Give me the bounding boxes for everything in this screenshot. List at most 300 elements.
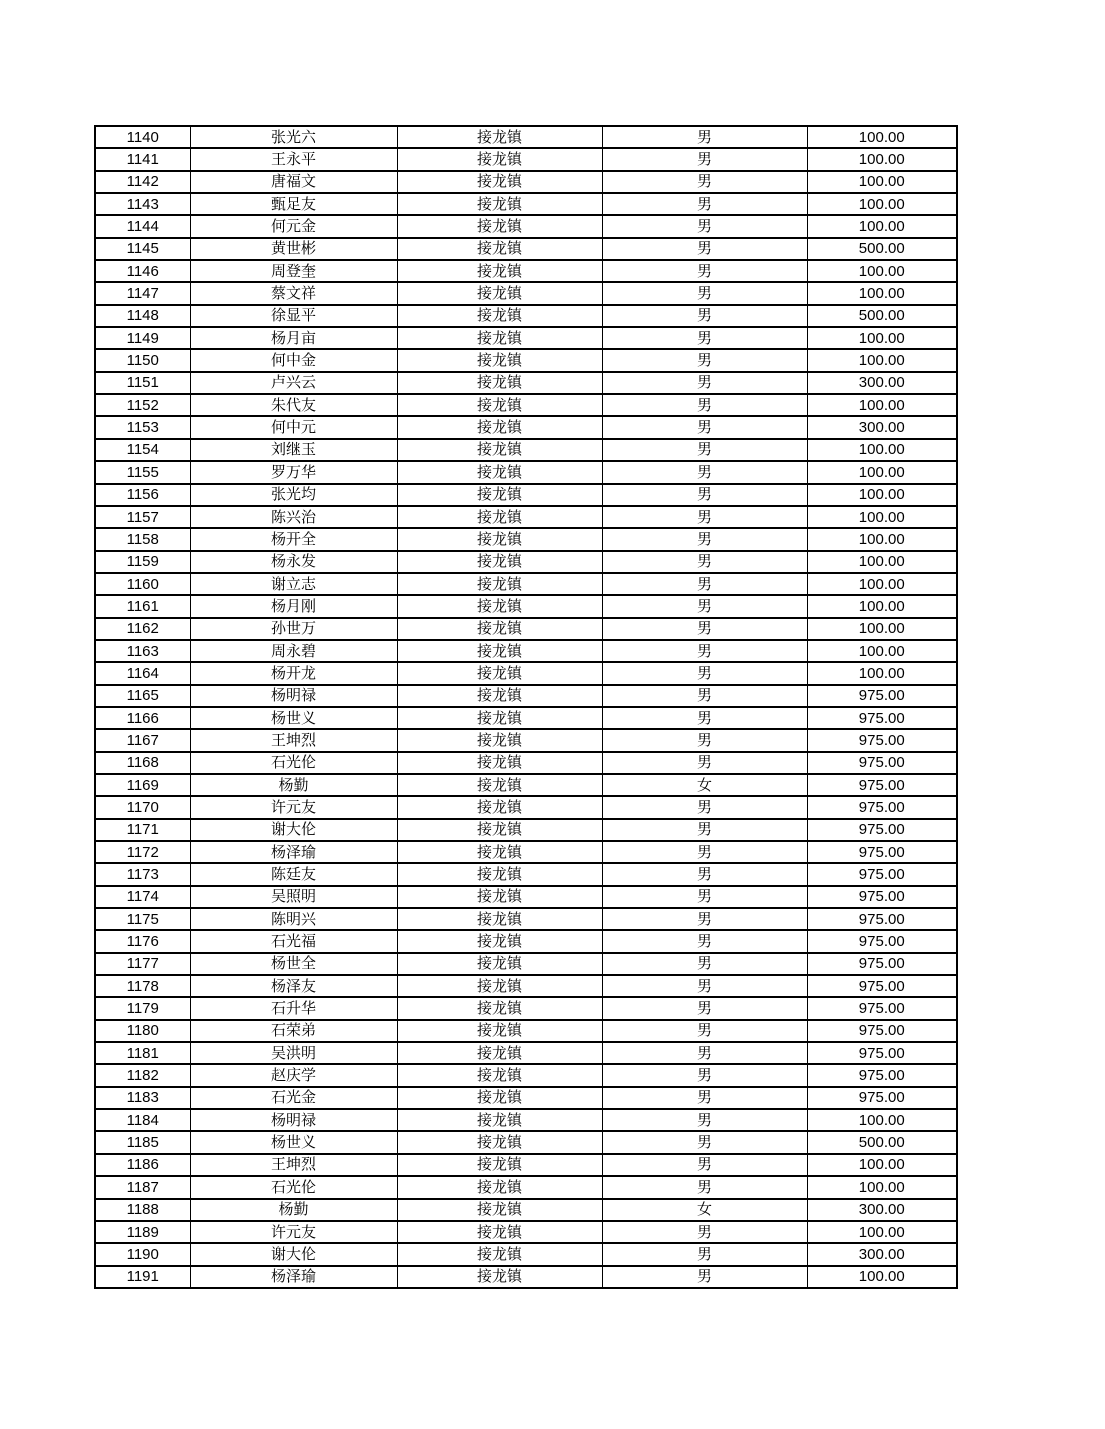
table-row bbox=[95, 171, 957, 193]
table-row bbox=[95, 1131, 957, 1153]
cell-gender: 男 bbox=[602, 506, 807, 528]
table-row bbox=[95, 1020, 957, 1042]
cell-amount: 100.00 bbox=[807, 528, 957, 550]
table-row bbox=[95, 551, 957, 573]
cell-amount: 100.00 bbox=[807, 148, 957, 170]
cell-amount: 100.00 bbox=[807, 126, 957, 148]
cell-amount: 100.00 bbox=[807, 260, 957, 282]
cell-name: 卢兴云 bbox=[190, 372, 397, 394]
table-row bbox=[95, 215, 957, 237]
table-row bbox=[95, 573, 957, 595]
table-row bbox=[95, 819, 957, 841]
cell-amount: 500.00 bbox=[807, 1131, 957, 1153]
cell-gender: 男 bbox=[602, 1154, 807, 1176]
cell-name: 许元友 bbox=[190, 1221, 397, 1243]
cell-gender: 男 bbox=[602, 327, 807, 349]
cell-town: 接龙镇 bbox=[397, 930, 602, 952]
cell-name: 陈兴治 bbox=[190, 506, 397, 528]
cell-serial: 1188 bbox=[95, 1199, 190, 1221]
cell-town: 接龙镇 bbox=[397, 126, 602, 148]
cell-name: 杨勤 bbox=[190, 774, 397, 796]
cell-gender: 男 bbox=[602, 975, 807, 997]
table-row bbox=[95, 126, 957, 148]
cell-amount: 100.00 bbox=[807, 662, 957, 684]
cell-serial: 1161 bbox=[95, 595, 190, 617]
cell-serial: 1182 bbox=[95, 1064, 190, 1086]
table-row bbox=[95, 1154, 957, 1176]
cell-gender: 男 bbox=[602, 796, 807, 818]
table-row bbox=[95, 238, 957, 260]
cell-amount: 975.00 bbox=[807, 953, 957, 975]
cell-serial: 1151 bbox=[95, 372, 190, 394]
cell-serial: 1153 bbox=[95, 416, 190, 438]
table-row bbox=[95, 1266, 957, 1288]
cell-name: 蔡文祥 bbox=[190, 282, 397, 304]
cell-gender: 男 bbox=[602, 640, 807, 662]
cell-serial: 1172 bbox=[95, 841, 190, 863]
cell-serial: 1163 bbox=[95, 640, 190, 662]
table-row bbox=[95, 1176, 957, 1198]
cell-serial: 1162 bbox=[95, 618, 190, 640]
cell-town: 接龙镇 bbox=[397, 729, 602, 751]
cell-gender: 男 bbox=[602, 729, 807, 751]
cell-gender: 男 bbox=[602, 841, 807, 863]
cell-gender: 男 bbox=[602, 618, 807, 640]
cell-amount: 100.00 bbox=[807, 193, 957, 215]
cell-name: 刘继玉 bbox=[190, 439, 397, 461]
cell-gender: 男 bbox=[602, 126, 807, 148]
cell-town: 接龙镇 bbox=[397, 461, 602, 483]
cell-serial: 1180 bbox=[95, 1020, 190, 1042]
table-row bbox=[95, 863, 957, 885]
cell-town: 接龙镇 bbox=[397, 327, 602, 349]
cell-serial: 1173 bbox=[95, 863, 190, 885]
cell-name: 杨世全 bbox=[190, 953, 397, 975]
cell-town: 接龙镇 bbox=[397, 953, 602, 975]
cell-amount: 100.00 bbox=[807, 640, 957, 662]
cell-town: 接龙镇 bbox=[397, 707, 602, 729]
cell-name: 赵庆学 bbox=[190, 1064, 397, 1086]
cell-serial: 1183 bbox=[95, 1087, 190, 1109]
cell-name: 杨开龙 bbox=[190, 662, 397, 684]
cell-town: 接龙镇 bbox=[397, 171, 602, 193]
cell-gender: 男 bbox=[602, 551, 807, 573]
table-row bbox=[95, 752, 957, 774]
cell-amount: 100.00 bbox=[807, 282, 957, 304]
cell-name: 石光福 bbox=[190, 930, 397, 952]
table-row bbox=[95, 1221, 957, 1243]
cell-town: 接龙镇 bbox=[397, 618, 602, 640]
cell-name: 石光伦 bbox=[190, 752, 397, 774]
cell-serial: 1160 bbox=[95, 573, 190, 595]
cell-gender: 男 bbox=[602, 863, 807, 885]
cell-amount: 500.00 bbox=[807, 238, 957, 260]
cell-amount: 100.00 bbox=[807, 573, 957, 595]
cell-serial: 1155 bbox=[95, 461, 190, 483]
cell-gender: 男 bbox=[602, 1266, 807, 1288]
cell-gender: 男 bbox=[602, 595, 807, 617]
cell-gender: 男 bbox=[602, 193, 807, 215]
cell-amount: 975.00 bbox=[807, 930, 957, 952]
cell-gender: 女 bbox=[602, 1199, 807, 1221]
cell-amount: 975.00 bbox=[807, 774, 957, 796]
cell-serial: 1177 bbox=[95, 953, 190, 975]
cell-amount: 300.00 bbox=[807, 416, 957, 438]
cell-serial: 1156 bbox=[95, 484, 190, 506]
table-row bbox=[95, 349, 957, 371]
cell-name: 石升华 bbox=[190, 997, 397, 1019]
table-row bbox=[95, 774, 957, 796]
cell-gender: 男 bbox=[602, 953, 807, 975]
cell-amount: 500.00 bbox=[807, 305, 957, 327]
table-row bbox=[95, 193, 957, 215]
table-row bbox=[95, 327, 957, 349]
cell-name: 吴洪明 bbox=[190, 1042, 397, 1064]
cell-gender: 男 bbox=[602, 1020, 807, 1042]
cell-serial: 1184 bbox=[95, 1109, 190, 1131]
cell-gender: 男 bbox=[602, 215, 807, 237]
cell-amount: 975.00 bbox=[807, 908, 957, 930]
cell-name: 石荣弟 bbox=[190, 1020, 397, 1042]
cell-town: 接龙镇 bbox=[397, 685, 602, 707]
cell-town: 接龙镇 bbox=[397, 193, 602, 215]
roster-table-body bbox=[95, 126, 957, 1288]
cell-town: 接龙镇 bbox=[397, 215, 602, 237]
cell-town: 接龙镇 bbox=[397, 997, 602, 1019]
cell-town: 接龙镇 bbox=[397, 282, 602, 304]
cell-gender: 男 bbox=[602, 1064, 807, 1086]
cell-town: 接龙镇 bbox=[397, 528, 602, 550]
cell-name: 杨明禄 bbox=[190, 685, 397, 707]
cell-amount: 100.00 bbox=[807, 461, 957, 483]
cell-amount: 100.00 bbox=[807, 551, 957, 573]
cell-name: 张光均 bbox=[190, 484, 397, 506]
cell-serial: 1140 bbox=[95, 126, 190, 148]
cell-gender: 男 bbox=[602, 171, 807, 193]
cell-serial: 1189 bbox=[95, 1221, 190, 1243]
cell-serial: 1169 bbox=[95, 774, 190, 796]
cell-gender: 女 bbox=[602, 774, 807, 796]
cell-amount: 975.00 bbox=[807, 796, 957, 818]
cell-amount: 100.00 bbox=[807, 349, 957, 371]
cell-serial: 1185 bbox=[95, 1131, 190, 1153]
cell-amount: 975.00 bbox=[807, 707, 957, 729]
cell-gender: 男 bbox=[602, 886, 807, 908]
cell-town: 接龙镇 bbox=[397, 1020, 602, 1042]
cell-amount: 100.00 bbox=[807, 484, 957, 506]
table-row bbox=[95, 1042, 957, 1064]
cell-name: 徐显平 bbox=[190, 305, 397, 327]
cell-serial: 1181 bbox=[95, 1042, 190, 1064]
cell-gender: 男 bbox=[602, 685, 807, 707]
cell-gender: 男 bbox=[602, 416, 807, 438]
cell-name: 杨月刚 bbox=[190, 595, 397, 617]
cell-amount: 300.00 bbox=[807, 1199, 957, 1221]
cell-town: 接龙镇 bbox=[397, 148, 602, 170]
cell-name: 吴照明 bbox=[190, 886, 397, 908]
cell-name: 杨泽瑜 bbox=[190, 1266, 397, 1288]
cell-amount: 975.00 bbox=[807, 1042, 957, 1064]
cell-amount: 100.00 bbox=[807, 171, 957, 193]
cell-town: 接龙镇 bbox=[397, 573, 602, 595]
cell-name: 陈明兴 bbox=[190, 908, 397, 930]
cell-gender: 男 bbox=[602, 819, 807, 841]
cell-serial: 1164 bbox=[95, 662, 190, 684]
cell-name: 黄世彬 bbox=[190, 238, 397, 260]
cell-amount: 100.00 bbox=[807, 394, 957, 416]
cell-amount: 975.00 bbox=[807, 997, 957, 1019]
cell-town: 接龙镇 bbox=[397, 484, 602, 506]
cell-serial: 1149 bbox=[95, 327, 190, 349]
cell-town: 接龙镇 bbox=[397, 1266, 602, 1288]
cell-gender: 男 bbox=[602, 1243, 807, 1265]
cell-amount: 975.00 bbox=[807, 729, 957, 751]
cell-name: 甄足友 bbox=[190, 193, 397, 215]
cell-amount: 975.00 bbox=[807, 1064, 957, 1086]
table-row bbox=[95, 908, 957, 930]
cell-name: 朱代友 bbox=[190, 394, 397, 416]
cell-amount: 300.00 bbox=[807, 1243, 957, 1265]
cell-name: 唐福文 bbox=[190, 171, 397, 193]
cell-gender: 男 bbox=[602, 752, 807, 774]
table-row bbox=[95, 416, 957, 438]
table-row bbox=[95, 282, 957, 304]
cell-name: 孙世万 bbox=[190, 618, 397, 640]
cell-name: 罗万华 bbox=[190, 461, 397, 483]
cell-serial: 1146 bbox=[95, 260, 190, 282]
cell-town: 接龙镇 bbox=[397, 260, 602, 282]
cell-serial: 1175 bbox=[95, 908, 190, 930]
cell-serial: 1187 bbox=[95, 1176, 190, 1198]
cell-town: 接龙镇 bbox=[397, 819, 602, 841]
table-row bbox=[95, 394, 957, 416]
table-row bbox=[95, 841, 957, 863]
cell-serial: 1152 bbox=[95, 394, 190, 416]
cell-amount: 100.00 bbox=[807, 1221, 957, 1243]
cell-name: 王坤烈 bbox=[190, 1154, 397, 1176]
cell-gender: 男 bbox=[602, 260, 807, 282]
cell-town: 接龙镇 bbox=[397, 1176, 602, 1198]
cell-gender: 男 bbox=[602, 394, 807, 416]
cell-serial: 1159 bbox=[95, 551, 190, 573]
cell-name: 张光六 bbox=[190, 126, 397, 148]
cell-name: 陈廷友 bbox=[190, 863, 397, 885]
cell-gender: 男 bbox=[602, 930, 807, 952]
cell-town: 接龙镇 bbox=[397, 1109, 602, 1131]
cell-gender: 男 bbox=[602, 282, 807, 304]
cell-gender: 男 bbox=[602, 461, 807, 483]
table-row bbox=[95, 506, 957, 528]
cell-name: 王永平 bbox=[190, 148, 397, 170]
cell-amount: 975.00 bbox=[807, 886, 957, 908]
cell-town: 接龙镇 bbox=[397, 796, 602, 818]
table-row bbox=[95, 618, 957, 640]
cell-gender: 男 bbox=[602, 1176, 807, 1198]
cell-town: 接龙镇 bbox=[397, 349, 602, 371]
cell-amount: 975.00 bbox=[807, 975, 957, 997]
cell-town: 接龙镇 bbox=[397, 1199, 602, 1221]
cell-town: 接龙镇 bbox=[397, 886, 602, 908]
table-row bbox=[95, 1109, 957, 1131]
cell-amount: 975.00 bbox=[807, 1020, 957, 1042]
table-row bbox=[95, 729, 957, 751]
cell-name: 周登奎 bbox=[190, 260, 397, 282]
table-row bbox=[95, 953, 957, 975]
cell-name: 谢大伦 bbox=[190, 1243, 397, 1265]
cell-town: 接龙镇 bbox=[397, 1221, 602, 1243]
cell-serial: 1176 bbox=[95, 930, 190, 952]
cell-serial: 1174 bbox=[95, 886, 190, 908]
cell-town: 接龙镇 bbox=[397, 551, 602, 573]
cell-serial: 1148 bbox=[95, 305, 190, 327]
cell-serial: 1158 bbox=[95, 528, 190, 550]
cell-town: 接龙镇 bbox=[397, 1243, 602, 1265]
cell-name: 杨世义 bbox=[190, 1131, 397, 1153]
cell-amount: 975.00 bbox=[807, 685, 957, 707]
table-row bbox=[95, 484, 957, 506]
cell-amount: 100.00 bbox=[807, 215, 957, 237]
cell-amount: 100.00 bbox=[807, 1266, 957, 1288]
cell-serial: 1157 bbox=[95, 506, 190, 528]
cell-name: 杨泽瑜 bbox=[190, 841, 397, 863]
cell-town: 接龙镇 bbox=[397, 1087, 602, 1109]
cell-serial: 1145 bbox=[95, 238, 190, 260]
cell-serial: 1171 bbox=[95, 819, 190, 841]
cell-serial: 1147 bbox=[95, 282, 190, 304]
cell-name: 石光金 bbox=[190, 1087, 397, 1109]
table-row bbox=[95, 260, 957, 282]
cell-serial: 1170 bbox=[95, 796, 190, 818]
cell-serial: 1186 bbox=[95, 1154, 190, 1176]
cell-name: 王坤烈 bbox=[190, 729, 397, 751]
cell-town: 接龙镇 bbox=[397, 1042, 602, 1064]
table-row bbox=[95, 1243, 957, 1265]
table-row bbox=[95, 528, 957, 550]
cell-name: 何元金 bbox=[190, 215, 397, 237]
cell-town: 接龙镇 bbox=[397, 841, 602, 863]
cell-amount: 975.00 bbox=[807, 841, 957, 863]
cell-town: 接龙镇 bbox=[397, 752, 602, 774]
table-row bbox=[95, 662, 957, 684]
table-row bbox=[95, 439, 957, 461]
cell-town: 接龙镇 bbox=[397, 908, 602, 930]
cell-town: 接龙镇 bbox=[397, 863, 602, 885]
cell-town: 接龙镇 bbox=[397, 1131, 602, 1153]
cell-amount: 975.00 bbox=[807, 863, 957, 885]
cell-gender: 男 bbox=[602, 1087, 807, 1109]
cell-gender: 男 bbox=[602, 1131, 807, 1153]
cell-gender: 男 bbox=[602, 1221, 807, 1243]
table-row bbox=[95, 685, 957, 707]
cell-amount: 975.00 bbox=[807, 819, 957, 841]
cell-serial: 1144 bbox=[95, 215, 190, 237]
cell-gender: 男 bbox=[602, 372, 807, 394]
cell-amount: 100.00 bbox=[807, 1154, 957, 1176]
table-row bbox=[95, 305, 957, 327]
cell-gender: 男 bbox=[602, 707, 807, 729]
cell-gender: 男 bbox=[602, 908, 807, 930]
cell-serial: 1165 bbox=[95, 685, 190, 707]
table-row bbox=[95, 1087, 957, 1109]
cell-town: 接龙镇 bbox=[397, 372, 602, 394]
cell-amount: 100.00 bbox=[807, 439, 957, 461]
cell-amount: 100.00 bbox=[807, 595, 957, 617]
cell-town: 接龙镇 bbox=[397, 1064, 602, 1086]
cell-town: 接龙镇 bbox=[397, 662, 602, 684]
cell-serial: 1143 bbox=[95, 193, 190, 215]
cell-town: 接龙镇 bbox=[397, 394, 602, 416]
cell-gender: 男 bbox=[602, 528, 807, 550]
table-row bbox=[95, 595, 957, 617]
cell-name: 杨明禄 bbox=[190, 1109, 397, 1131]
table-row bbox=[95, 930, 957, 952]
table-row bbox=[95, 1199, 957, 1221]
cell-town: 接龙镇 bbox=[397, 238, 602, 260]
cell-town: 接龙镇 bbox=[397, 595, 602, 617]
cell-town: 接龙镇 bbox=[397, 975, 602, 997]
cell-name: 何中元 bbox=[190, 416, 397, 438]
cell-gender: 男 bbox=[602, 439, 807, 461]
cell-name: 杨勤 bbox=[190, 1199, 397, 1221]
cell-serial: 1178 bbox=[95, 975, 190, 997]
table-row bbox=[95, 707, 957, 729]
cell-name: 石光伦 bbox=[190, 1176, 397, 1198]
cell-amount: 975.00 bbox=[807, 1087, 957, 1109]
table-row bbox=[95, 886, 957, 908]
table-row bbox=[95, 975, 957, 997]
cell-town: 接龙镇 bbox=[397, 305, 602, 327]
table-row bbox=[95, 997, 957, 1019]
cell-town: 接龙镇 bbox=[397, 439, 602, 461]
cell-serial: 1166 bbox=[95, 707, 190, 729]
cell-name: 杨泽友 bbox=[190, 975, 397, 997]
cell-gender: 男 bbox=[602, 1042, 807, 1064]
cell-name: 何中金 bbox=[190, 349, 397, 371]
table-row bbox=[95, 148, 957, 170]
table-row bbox=[95, 640, 957, 662]
cell-name: 许元友 bbox=[190, 796, 397, 818]
cell-amount: 100.00 bbox=[807, 1176, 957, 1198]
cell-serial: 1142 bbox=[95, 171, 190, 193]
cell-serial: 1179 bbox=[95, 997, 190, 1019]
cell-gender: 男 bbox=[602, 238, 807, 260]
cell-serial: 1141 bbox=[95, 148, 190, 170]
cell-amount: 975.00 bbox=[807, 752, 957, 774]
cell-gender: 男 bbox=[602, 573, 807, 595]
cell-town: 接龙镇 bbox=[397, 416, 602, 438]
cell-name: 谢大伦 bbox=[190, 819, 397, 841]
cell-gender: 男 bbox=[602, 148, 807, 170]
table-row bbox=[95, 461, 957, 483]
cell-amount: 100.00 bbox=[807, 618, 957, 640]
cell-gender: 男 bbox=[602, 349, 807, 371]
cell-amount: 100.00 bbox=[807, 506, 957, 528]
cell-serial: 1190 bbox=[95, 1243, 190, 1265]
cell-serial: 1150 bbox=[95, 349, 190, 371]
roster-table bbox=[94, 125, 958, 1289]
cell-town: 接龙镇 bbox=[397, 774, 602, 796]
cell-amount: 100.00 bbox=[807, 327, 957, 349]
cell-name: 谢立志 bbox=[190, 573, 397, 595]
cell-name: 周永碧 bbox=[190, 640, 397, 662]
table-row bbox=[95, 372, 957, 394]
table-row bbox=[95, 796, 957, 818]
cell-town: 接龙镇 bbox=[397, 640, 602, 662]
cell-amount: 100.00 bbox=[807, 1109, 957, 1131]
cell-town: 接龙镇 bbox=[397, 1154, 602, 1176]
cell-serial: 1191 bbox=[95, 1266, 190, 1288]
cell-gender: 男 bbox=[602, 662, 807, 684]
